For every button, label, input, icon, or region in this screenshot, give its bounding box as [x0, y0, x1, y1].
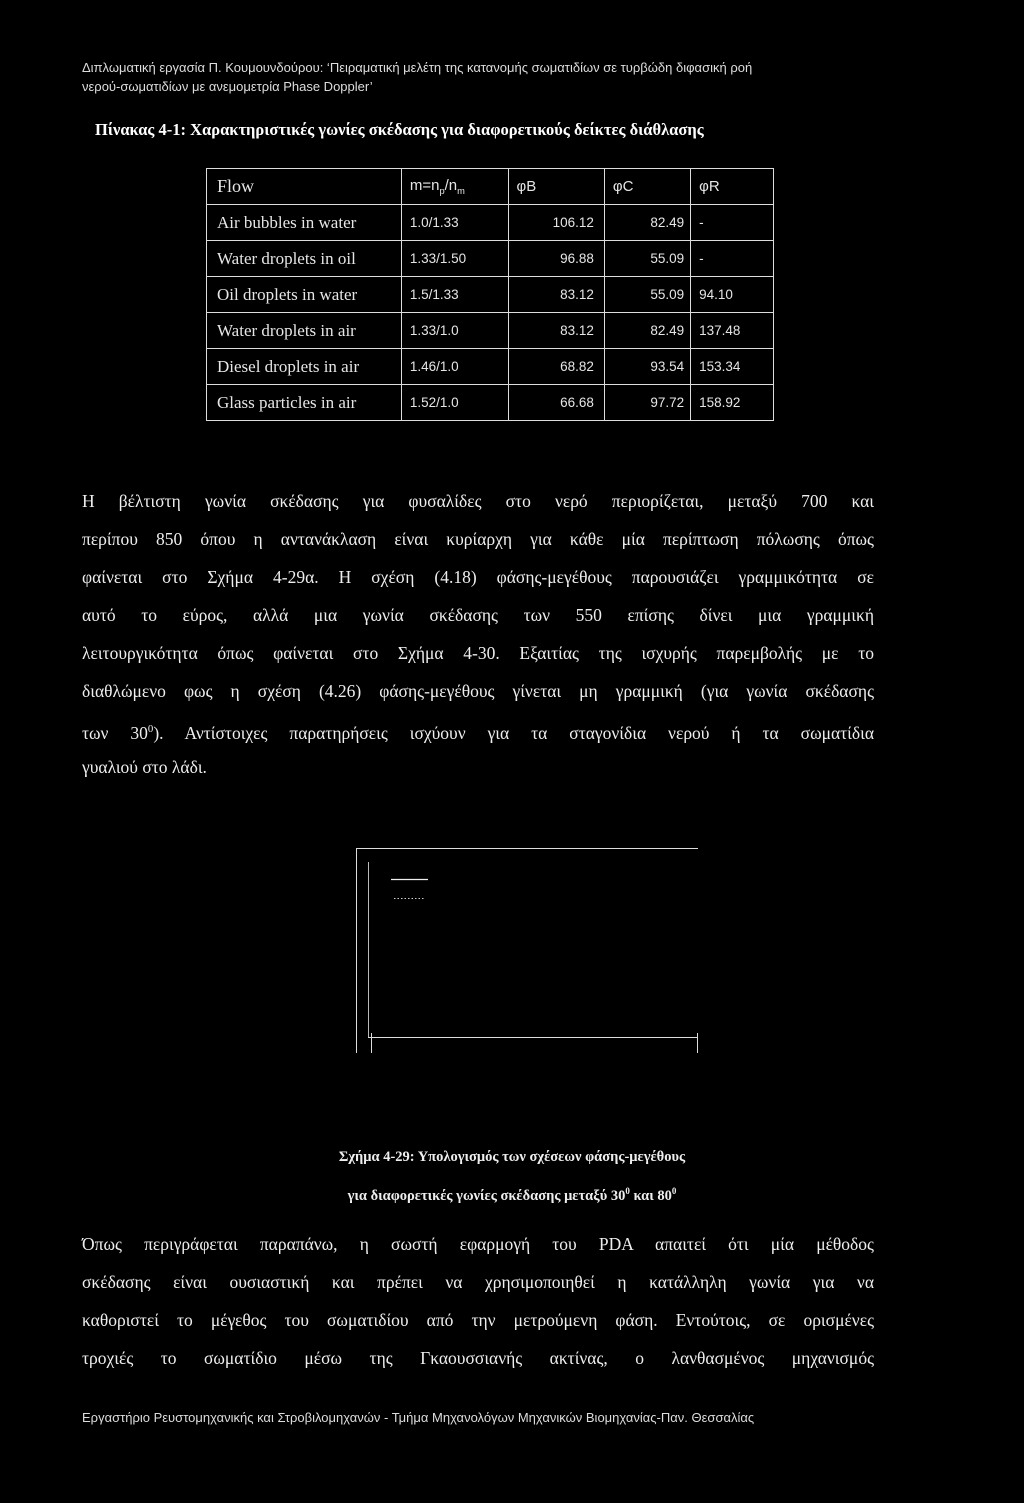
cell-phi-b: 106.12: [508, 205, 604, 241]
cell-flow: Water droplets in oil: [207, 241, 402, 277]
cell-m: 1.0/1.33: [401, 205, 508, 241]
paragraph-2-line-1: Όπως περιγράφεται παραπάνω, η σωστή εφαρμογή του PDA απαιτεί ότι μία μέθοδος: [82, 1234, 874, 1254]
cell-phi-b: 83.12: [508, 313, 604, 349]
cell-flow: Diesel droplets in air: [207, 349, 402, 385]
header-phi-c: φC: [604, 169, 690, 205]
table-row: [207, 277, 774, 313]
table-row: [207, 385, 774, 421]
cell-m: 1.33/1.50: [401, 241, 508, 277]
cell-phi-r: 153.34: [691, 349, 774, 385]
figure-caption-line-1: Σχήμα 4-29: Υπολογισμός των σχέσεων φάσης-μεγέθους: [338, 1149, 686, 1165]
paragraph-1-line-7: των $30^0$). Αντίστοιχες παρατηρήσεις ισχύουν για τα σταγονίδια νερού ή τα σωματίδια: [82, 722, 874, 743]
header-m: $m=n_p/n_m$: [401, 169, 508, 205]
table-caption: Πίνακας 4-1: Χαρακτηριστικές γωνίες σκέδασης για διαφορετικούς δείκτες διάθλασης: [95, 120, 704, 139]
table-row: [207, 241, 774, 277]
paragraph-1-line-4: αυτό το εύρος, αλλά μια γωνία σκέδασης των 550 επίσης δίνει μια γραμμική: [82, 605, 874, 625]
paragraph-1-line-8: γυαλιού στο λάδι.: [82, 757, 207, 777]
figure-caption: [150, 1140, 874, 1213]
paragraph-2-line-4: τροχιές το σωματίδιο μέσω της Γκαουσσιανής ακτίνας, ο λανθασμένος μηχανισμός: [82, 1348, 874, 1368]
cell-phi-b: 66.68: [508, 385, 604, 421]
paragraph-2-line-2: σκέδασης είναι ουσιαστική και πρέπει να χρησιμοποιηθεί η κατάλληλη γωνία για να: [82, 1272, 874, 1292]
header-line-1: Διπλωματική εργασία Π. Κουμουνδούρου: ‘Πειραματική μελέτη της κατανομής σωματιδίων σε τυρβώδη διφασική ροή: [82, 60, 753, 75]
table-row: [207, 205, 774, 241]
table-header-row: [207, 169, 774, 205]
cell-phi-b: 96.88: [508, 241, 604, 277]
cell-flow: Air bubbles in water: [207, 205, 402, 241]
page-footer: Εργαστήριο Ρευστομηχανικής και Στροβιλομηχανών - Τμήμα Μηχανολόγων Μηχανικών Βιομηχανίας-Παν. Θεσσαλίας: [82, 1410, 755, 1425]
cell-m: 1.52/1.0: [401, 385, 508, 421]
header-flow: Flow: [207, 169, 402, 205]
cell-phi-b: 68.82: [508, 349, 604, 385]
header-line-2: νερού-σωματιδίων με ανεμομετρία Phase Doppler’: [82, 79, 373, 94]
table-row: [207, 349, 774, 385]
paragraph-2: [82, 1225, 874, 1377]
cell-phi-r: -: [691, 241, 774, 277]
scattering-angles-table: [206, 168, 774, 421]
cell-phi-c: 55.09: [604, 277, 690, 313]
cell-phi-c: 93.54: [604, 349, 690, 385]
cell-phi-r: 137.48: [691, 313, 774, 349]
paragraph-2-line-3: καθοριστεί το μέγεθος του σωματιδίου από την μετρούμενη φάση. Εντούτοις, σε ορισμένες: [82, 1310, 874, 1330]
paragraph-1-line-1: Η βέλτιστη γωνία σκέδασης για φυσαλίδες στο νερό περιορίζεται, μεταξύ 700 και: [82, 491, 874, 511]
figure-caption-line-2: για διαφορετικές γωνίες σκέδασης μεταξύ $30^0$ και $80^0$: [347, 1186, 677, 1204]
cell-flow: Water droplets in air: [207, 313, 402, 349]
figure-plot-frame: [356, 848, 698, 1053]
cell-m: 1.46/1.0: [401, 349, 508, 385]
page-header: [82, 58, 962, 96]
cell-phi-b: 83.12: [508, 277, 604, 313]
cell-phi-r: -: [691, 205, 774, 241]
header-phi-r: φR: [691, 169, 774, 205]
paragraph-1-line-5: λειτουργικότητα όπως φαίνεται στο Σχήμα 4-30. Εξαιτίας της ισχυρής παρεμβολής με το: [82, 643, 874, 663]
table-row: [207, 313, 774, 349]
paragraph-1-line-3: φαίνεται στο Σχήμα 4-29α. Η σχέση (4.18) φάσης-μεγέθους παρουσιάζει γραμμικότητα σε: [82, 567, 874, 587]
cell-phi-c: 55.09: [604, 241, 690, 277]
paragraph-1-line-6: διαθλώμενο φως η σχέση (4.26) φάσης-μεγέθους γίνεται μη γραμμική (για γωνία σκέδασης: [82, 681, 874, 701]
paragraph-1-line-2: περίπου 850 όπου η αντανάκλαση είναι κυρίαρχη για κάθε μία περίπτωση πόλωσης όπως: [82, 529, 874, 549]
header-phi-b: φB: [508, 169, 604, 205]
figure-4-29: [356, 848, 698, 1053]
cell-phi-c: 97.72: [604, 385, 690, 421]
cell-phi-c: 82.49: [604, 205, 690, 241]
cell-flow: Oil droplets in water: [207, 277, 402, 313]
paragraph-1: [82, 482, 874, 786]
cell-m: 1.33/1.0: [401, 313, 508, 349]
cell-phi-r: 158.92: [691, 385, 774, 421]
cell-m: 1.5/1.33: [401, 277, 508, 313]
cell-flow: Glass particles in air: [207, 385, 402, 421]
cell-phi-c: 82.49: [604, 313, 690, 349]
cell-phi-r: 94.10: [691, 277, 774, 313]
